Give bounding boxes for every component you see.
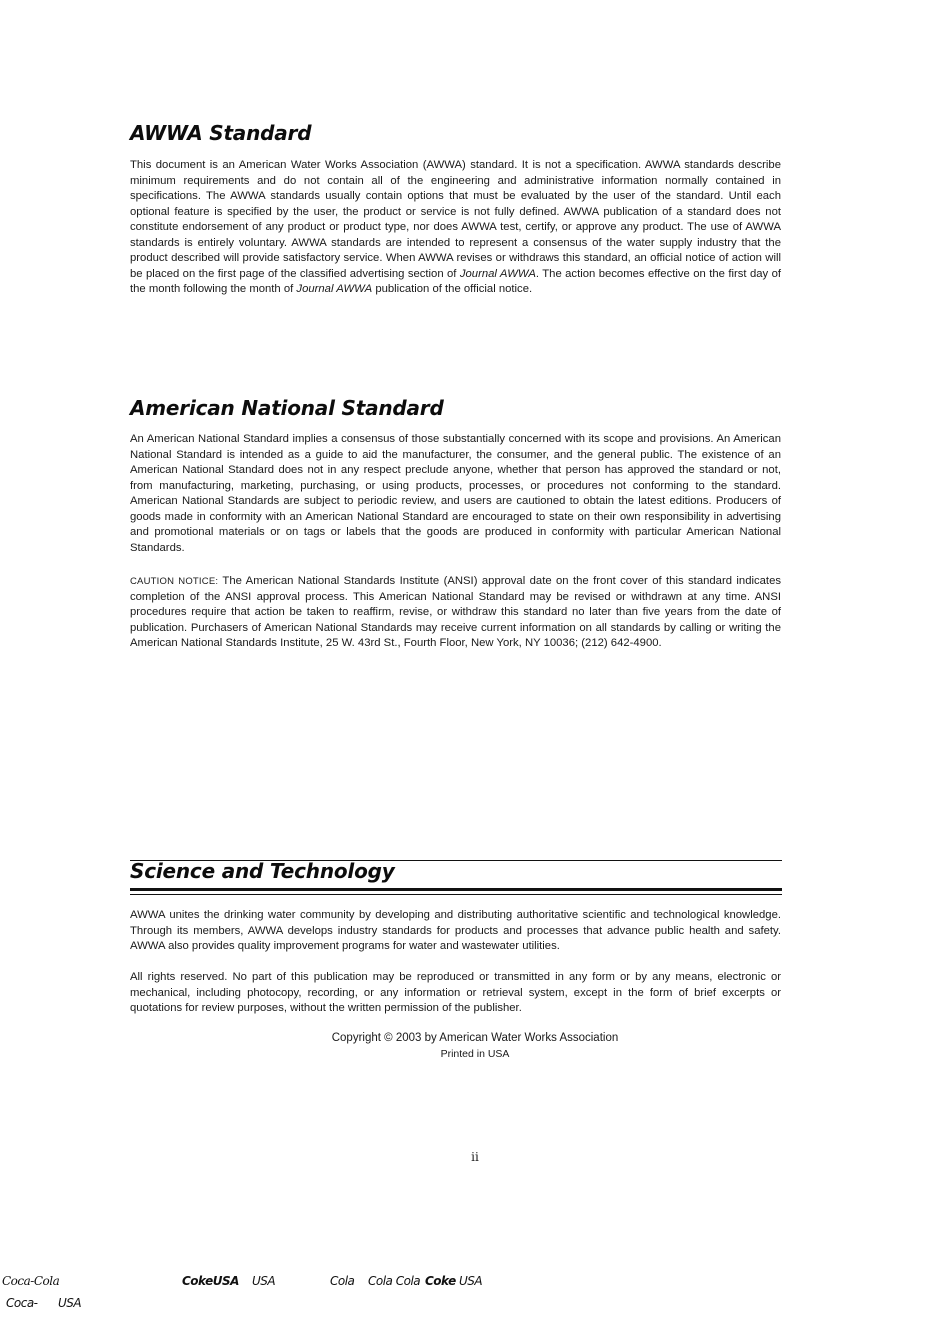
caution-notice-label: CAUTION NOTICE: xyxy=(130,576,219,587)
section-bottom-rule-thin xyxy=(130,894,782,895)
footer-mark-3: Cola xyxy=(330,1274,355,1288)
footer-mark-6: USA xyxy=(459,1274,483,1288)
footer-logo-mark: Coca-Cola xyxy=(2,1274,60,1288)
copyright-line: Copyright © 2003 by American Water Works Association xyxy=(331,1032,619,1044)
awwa-text-c: publication of the official notice. xyxy=(372,283,533,295)
section-bottom-rule-thick xyxy=(130,888,782,891)
awwa-standard-paragraph xyxy=(130,158,781,298)
science-paragraph: AWWA unites the drinking water community by developing and distributing authoritative scientific and technological knowledge. Through its members, AWWA develops industry standards for products and processes that advance public health and safety. AWWA also provides quality improvement programs for water and wastewater utilities. xyxy=(130,909,781,952)
caution-notice-text: The American National Standards Institute (ANSI) approval date on the front cover of this standard indicates completion of the ANSI approval process. This American National Standard may be revised or withdrawn at any time. ANSI procedures require that action be taken to reaffirm, revise, or withdraw this standard no later than five years from the date of publication. Purchasers of American National Standards may receive current information on all standards by calling or writing the American National Standards Institute, 25 W. 43rd St., Fourth Floor, New York, NY 10036; (212) 642-4900. xyxy=(130,575,781,649)
ans-paragraph: An American National Standard implies a consensus of those substantially concerned with its scope and provisions. An American National Standard is intended as a guide to aid the manufacturer, the consumer, and the general public. The existence of an American National Standard does not in any respect preclude anyone, whether that person has approved the standard or not, from manufacturing, marketing, purchasing, or using products, processes, or procedures not conforming to the standard. American National Standards are subject to periodic review, and users are cautioned to obtain the latest editions. Producers of goods made in conformity with an American National Standard are encouraged to state on their own responsibility in advertising and promotional materials or on tags or labels that the goods are produced in conformity with particular American National Standards. xyxy=(130,433,781,554)
caution-notice-paragraph xyxy=(130,574,781,652)
section-title-american-national-standard: American National Standard xyxy=(130,396,444,420)
footer-mark-1: CokeUSA xyxy=(182,1274,239,1288)
section-title-science-technology: Science and Technology xyxy=(130,859,395,883)
footer-mark-8: USA xyxy=(58,1296,82,1310)
awwa-text-b: . The action becomes effective on the first day of the month following the month of xyxy=(130,267,781,295)
awwa-text-a: This document is an American Water Works Association (AWWA) standard. It is not a specification. AWWA standards describe minimum requirements and do not contain all of the engineering and administrative information normally contained in specifications. The AWWA standards usually contain options that must be evaluated by the user of the standard. Until each optional feature is specified by the user, the product or service is not fully defined. AWWA publication of a standard does not constitute endorsement of any product or product type, nor does AWWA test, certify, or approve any product. The use of AWWA standards is entirely voluntary. AWWA standards are intended to represent a consensus of the water supply industry that the product described will provide satisfactory service. When AWWA revises or withdraws this standard, an official notice of action will be placed on the first page of the classified advertising section of xyxy=(130,159,781,280)
printed-line: Printed in USA xyxy=(440,1048,510,1060)
journal-awwa-ref-1: Journal AWWA xyxy=(459,267,536,280)
footer-mark-2: USA xyxy=(252,1274,276,1288)
rights-paragraph: All rights reserved. No part of this publication may be reproduced or transmitted in any form or by any means, electronic or mechanical, including photocopy, recording, or any information or retrieval system, except in the form of brief excerpts or quotations for review purposes, without the written permission of the publisher. xyxy=(130,971,781,1014)
section-title-awwa-standard: AWWA Standard xyxy=(130,121,312,145)
journal-awwa-ref-2: Journal AWWA xyxy=(296,283,373,295)
footer-mark-5: Coke xyxy=(425,1274,456,1288)
footer-mark-4: Cola Cola xyxy=(368,1274,421,1288)
footer-mark-7: Coca- xyxy=(6,1296,38,1310)
page-number: ii xyxy=(471,1150,479,1164)
